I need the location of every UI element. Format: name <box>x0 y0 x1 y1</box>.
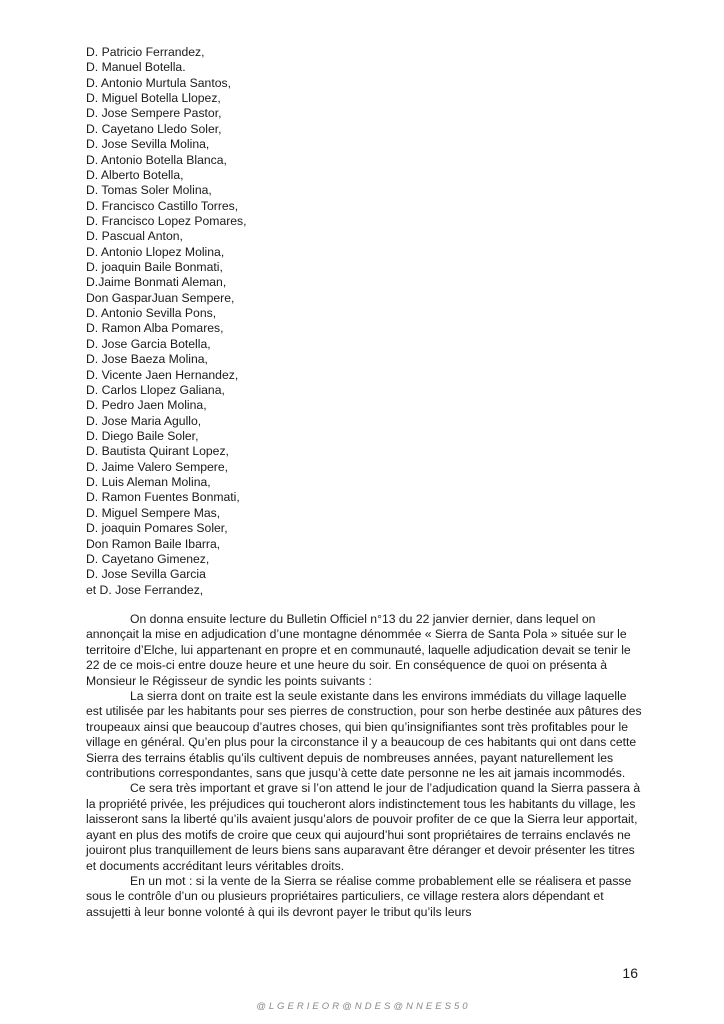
attendee-name: D. Antonio Llopez Molina, <box>86 244 225 259</box>
attendee-name: D. joaquin Baile Bonmati, <box>86 260 223 275</box>
attendee-name: D. Alberto Botella, <box>86 167 184 182</box>
attendee-name: D. Jose Sevilla Molina, <box>86 137 210 152</box>
attendee-name: D. Carlos Llopez Galiana, <box>86 382 225 397</box>
paragraph: Ce sera très important et grave si l’on attend le jour de l’adjudication quand la Sierra passera à la propriété privée, les préjudices qui toucheront alors indistinctement tous les habitants du village, les laisseront sans la liberté qu’ils avaient jusqu’alors de pouvoir profiter de ce que la Sierra leur apportait, ayant en plus des motifs de croire que ceux qui aujourd’hui sont propriétaires de terrains enclavés ne jouiront plus tranquillement de leurs biens sans auparavant être déranger et devoir présenter les titres et documents accréditant leurs véritables droits. <box>86 781 641 873</box>
paragraph: La sierra dont on traite est la seule existante dans les environs immédiats du village laquelle est utilisée par les habitants pour ses pierres de construction, pour son herbe destinée aux pâtures des troupeaux ainsi que beaucoup d’autres choses, qui bien qu’insignifiantes sont très profitables pour le village en général. Qu’en plus pour la circonstance il y a beaucoup de ces habitants qui ont dans cette Sierra des terrains établis qu’ils cultivent depuis de nombreuses années, payant naturellement les contributions correspondantes, sans que jusqu’à cette date personne ne les ait jamais incommodés. <box>86 689 642 781</box>
attendee-name: D. Antonio Sevilla Pons, <box>86 306 217 321</box>
paragraph: On donna ensuite lecture du Bulletin Officiel n°13 du 22 janvier dernier, dans lequel on annonçait la mise en adjudication d’une montagne dénommée « Sierra de Santa Pola » située sur le territoire d’Elche, lui appartenant en propre et en communauté, laquelle adjudication devait se tenir le 22 de ce mois-ci entre douze heure et une heure du soir. En conséquence de quoi on présenta à Monsieur le Régisseur de syndic les points suivants : <box>86 612 631 688</box>
attendee-name: D. Manuel Botella. <box>86 60 186 75</box>
attendee-name: D. Luis Aleman Molina, <box>86 475 211 490</box>
attendee-name: D. Jose Garcia Botella, <box>86 336 211 351</box>
attendee-name: D. Antonio Murtula Santos, <box>86 75 231 90</box>
attendee-name: D. Pascual Anton, <box>86 229 183 244</box>
attendee-name: D. Jose Baeza Molina, <box>86 352 208 367</box>
attendee-name: D. Jose Sevilla Garcia <box>86 567 206 582</box>
attendee-name: D. Bautista Quirant Lopez, <box>86 444 229 459</box>
attendee-name: D. Miguel Sempere Mas, <box>86 505 221 520</box>
attendee-name: D. Francisco Castillo Torres, <box>86 198 239 213</box>
attendee-name: D. Jaime Valero Sempere, <box>86 459 229 474</box>
attendee-name: et D. Jose Ferrandez, <box>86 582 204 597</box>
attendee-name: D. Tomas Soler Molina, <box>86 183 212 198</box>
attendee-name: D. Diego Baile Soler, <box>86 428 199 443</box>
attendee-name: D. Ramon Fuentes Bonmati, <box>86 490 240 505</box>
page-footer: @ L G E R I E O R @ N D E S @ N N E E S 5 0 <box>256 1001 468 1012</box>
attendee-name: D. Ramon Alba Pomares, <box>86 321 224 336</box>
attendee-name: D. Cayetano Lledo Soler, <box>86 121 222 136</box>
attendee-name: D. Miguel Botella Llopez, <box>86 91 221 106</box>
attendee-name: D. Pedro Jaen Molina, <box>86 398 207 413</box>
attendee-name: D.Jaime Bonmati Aleman, <box>86 275 227 290</box>
attendee-name: D. Francisco Lopez Pomares, <box>86 213 247 228</box>
attendee-name: D. Cayetano Gimenez, <box>86 551 210 566</box>
attendee-name: Don Ramon Baile Ibarra, <box>86 536 221 551</box>
attendee-name: D. Vicente Jaen Hernandez, <box>86 367 239 382</box>
attendee-name: D. joaquin Pomares Soler, <box>86 521 228 536</box>
attendee-list <box>86 45 247 598</box>
page-number: 16 <box>622 965 638 981</box>
attendee-name: D. Jose Maria Agullo, <box>86 413 202 428</box>
attendee-name: D. Patricio Ferrandez, <box>86 45 205 59</box>
body-text <box>86 612 642 920</box>
attendee-name: D. Antonio Botella Blanca, <box>86 152 227 167</box>
paragraph: En un mot : si la vente de la Sierra se réalise comme probablement elle se réalisera et passe sous le contrôle d’un ou plusieurs propriétaires particuliers, ce village restera alors dépendant et assujetti à leur bonne volonté à qui ils devront payer le tribut qu’ils leurs <box>86 873 632 919</box>
attendee-name: Don GasparJuan Sempere, <box>86 290 235 305</box>
attendee-name: D. Jose Sempere Pastor, <box>86 106 222 121</box>
